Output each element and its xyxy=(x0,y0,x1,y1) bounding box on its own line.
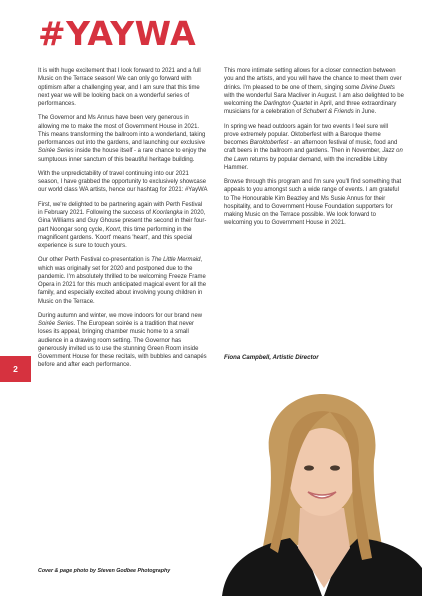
soiree-paragraph: During autumn and winter, we move indoors for our brand new Soirée Series. The European soirée is a tradition that never loses its appeal, bringing chamber music home to a small audience in a drawing room setting. The Governor has generously invited us to use the stunning Green Room inside Government House for these recitals, with bubbles and canapés before and after each performance. xyxy=(38,312,207,369)
right-column xyxy=(224,67,404,234)
hashtag-paragraph: With the unpredictability of travel continuing into our 2021 season, I have grabbed the opportunity to exclusively showcase our world class WA artists, hence our hashtag for 2021: #YayWA xyxy=(38,170,208,194)
perth-festival-paragraph: First, we're delighted to be partnering again with Perth Festival in February 2021. Following the success of Koorlangka in 2020, Gina Williams and Guy Ghouse present the second in their four-part Noongar song cycle, Koort, this time performing in the magnificent gardens. 'Koort' means 'heart', and this special experience is sure to touch yours. xyxy=(38,201,207,250)
governor-paragraph: The Governor and Ms Annus have been very generous in allowing me to make the most of Government House in 2021. This means transforming the ballroom into a wonderland, taking performances out into the gardens, and launching our exclusive Soirée Series inside the house itself - a rare chance to enjoy the sumptuous inner sanctum of this beautiful heritage building. xyxy=(38,115,207,163)
little-mermaid-paragraph: Our other Perth Festival co-presentation is The Little Mermaid, which was originally set for 2020 and postponed due to the pandemic. I'm absolutely thrilled to be welcoming Freeze Frame Opera in 2021 for this much anticipated magical event for all the family, and especially excited about involving young children in Music on the Terrace. xyxy=(38,257,206,305)
closing-paragraph: Browse through this program and I'm sure you'll find something that appeals to you amongst such a wide range of events. I am grateful to The Honourable Kim Beazley and Ms Susie Annus for their hospitality, and to Government House Foundation supporters for making Music on the Terrace possible. We look forward to welcoming you to Government House in 2021. xyxy=(224,179,402,227)
signature: Fiona Campbell, Artistic Director xyxy=(224,354,319,361)
photo-credit: Cover & page photo by Steven Godbee Photography xyxy=(38,568,171,574)
portrait-eye-right xyxy=(330,465,340,470)
page-number-tab: 2 xyxy=(0,356,31,382)
portrait-photo xyxy=(212,388,422,596)
portrait-eye-left xyxy=(304,465,314,470)
page-title: #YAYWA xyxy=(38,14,197,53)
intro-paragraph: It is with huge excitement that I look forward to 2021 and a full Music on the Terrace season! We can only go forward with optimism after a challenging year, and I am sure that this time next year we will be looking back on a wonderful series of performances. xyxy=(38,68,201,107)
intimate-setting-paragraph: This more intimate setting allows for a closer connection between you and the artists, and you will have the chance to meet them over drinks. I'm pleased to be one of them, singing some Divine Duets with the wonderful Sara Macliver in August. I am also delighted to be welcoming the Darlington Quartet in April, and three extraordinary musicians for a celebration of Schubert & Friends in June. xyxy=(224,68,404,116)
left-column xyxy=(38,67,208,376)
spring-paragraph: In spring we head outdoors again for two events I feel sure will prove extremely popular. Oktoberfest with a Baroque theme becomes Baroktoberfest - an afternoon festival of music, food and craft beers in the ballroom and gardens. Then in November, Jazz on the Lawn returns by popular demand, with the incredible Libby Hammer. xyxy=(224,123,403,171)
